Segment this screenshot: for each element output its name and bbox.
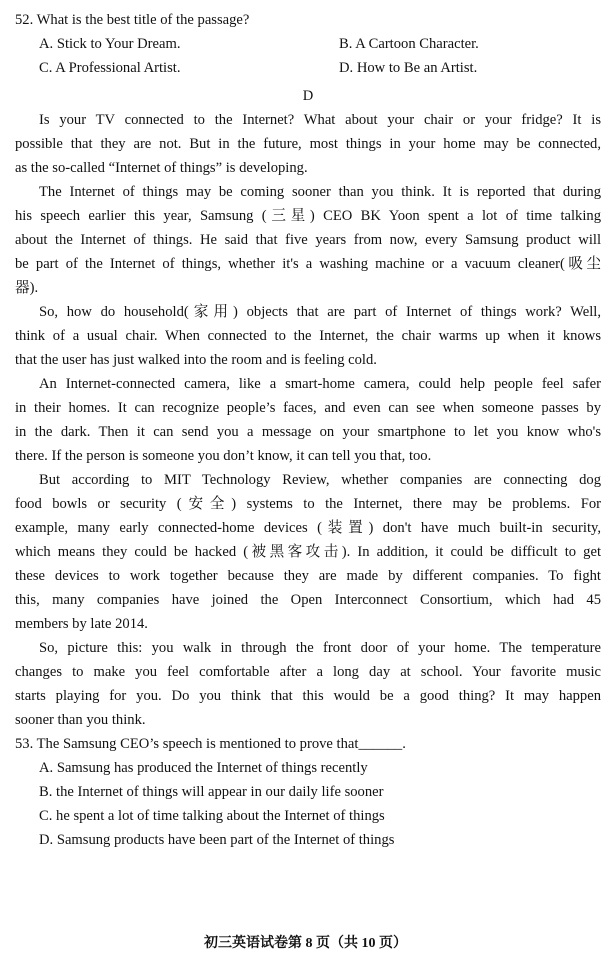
passage-line: An Internet-connected camera, like a smart-home camera, could help people feel safer [39,376,601,392]
passage-line: about the Internet of things. He said that five years from now, every Samsung product will [15,232,601,248]
passage-line: this, many companies have joined the Open Interconnect Consortium, which had 45 [15,592,601,608]
passage-line: So, picture this: you walk in through the front door of your home. The temperature [39,640,601,656]
passage-line: So, how do household(家用) objects that are part of Internet of things work? Well, [39,304,601,320]
passage-line: 器). [15,280,39,296]
passage-line: Is your TV connected to the Internet? What about your chair or your fridge? It is [39,112,601,128]
question-53-option-a: A. Samsung has produced the Internet of things recently [39,760,368,776]
page-footer: 初三英语试卷第 8 页（共 10 页） [204,936,407,951]
question-53-stem: 53. The Samsung CEO’s speech is mentioned to prove that______. [15,736,406,752]
passage-line: changes to make you feel comfortable after a long day at school. Your favorite music [15,664,601,680]
passage-line: example, many early connected-home devices (装置) don't have much built-in security, [15,520,601,536]
question-52-option-d: D. How to Be an Artist. [339,60,478,76]
passage-line: food bowls or security (安全) systems to the Internet, there may be problems. For [15,496,601,512]
passage-line: The Internet of things may be coming sooner than you think. It is reported that during [39,184,601,200]
question-53-option-c: C. he spent a lot of time talking about the Internet of things [39,808,385,824]
passage-line: in their homes. It can recognize people’s faces, and even can see when someone passes by [15,400,601,416]
passage-line: as the so-called “Internet of things” is developing. [15,160,308,176]
passage-line: which means they could be hacked (被黑客攻击). In addition, it could be difficult to get [15,544,601,560]
passage-line: starts playing for you. Do you think that this would be a good thing? It may happen [15,688,601,704]
question-52-option-b: B. A Cartoon Character. [339,36,479,52]
passage-line: that the user has just walked into the room and is feeling cold. [15,352,377,368]
question-52-stem: 52. What is the best title of the passage? [15,12,250,28]
question-53-option-b: B. the Internet of things will appear in our daily life sooner [39,784,384,800]
passage-line: there. If the person is someone you don’t know, it can tell you that, too. [15,448,432,464]
passage-line: in the dark. Then it can send you a message on your smartphone to let you know who's [15,424,601,440]
question-52-option-c: C. A Professional Artist. [39,60,181,76]
passage-line: think of a usual chair. When connected to the Internet, the chair warms up when it knows [15,328,601,344]
passage-line: sooner than you think. [15,712,146,728]
passage-line: But according to MIT Technology Review, whether companies are connecting dog [39,472,601,488]
passage-line: be part of the Internet of things, whether it's a washing machine or a vacuum cleaner(吸尘 [15,256,601,272]
question-52-option-a: A. Stick to Your Dream. [39,36,181,52]
passage-line: possible that they are not. But in the future, most things in your home may be connected, [15,136,601,152]
passage-line: these devices to work together because they are made by different companies. To fight [15,568,601,584]
question-53-option-d: D. Samsung products have been part of the Internet of things [39,832,395,848]
section-letter: D [302,88,314,104]
passage-line: his speech earlier this year, Samsung (三星) CEO BK Yoon spent a lot of time talking [15,208,601,224]
passage-line: members by late 2014. [15,616,148,632]
